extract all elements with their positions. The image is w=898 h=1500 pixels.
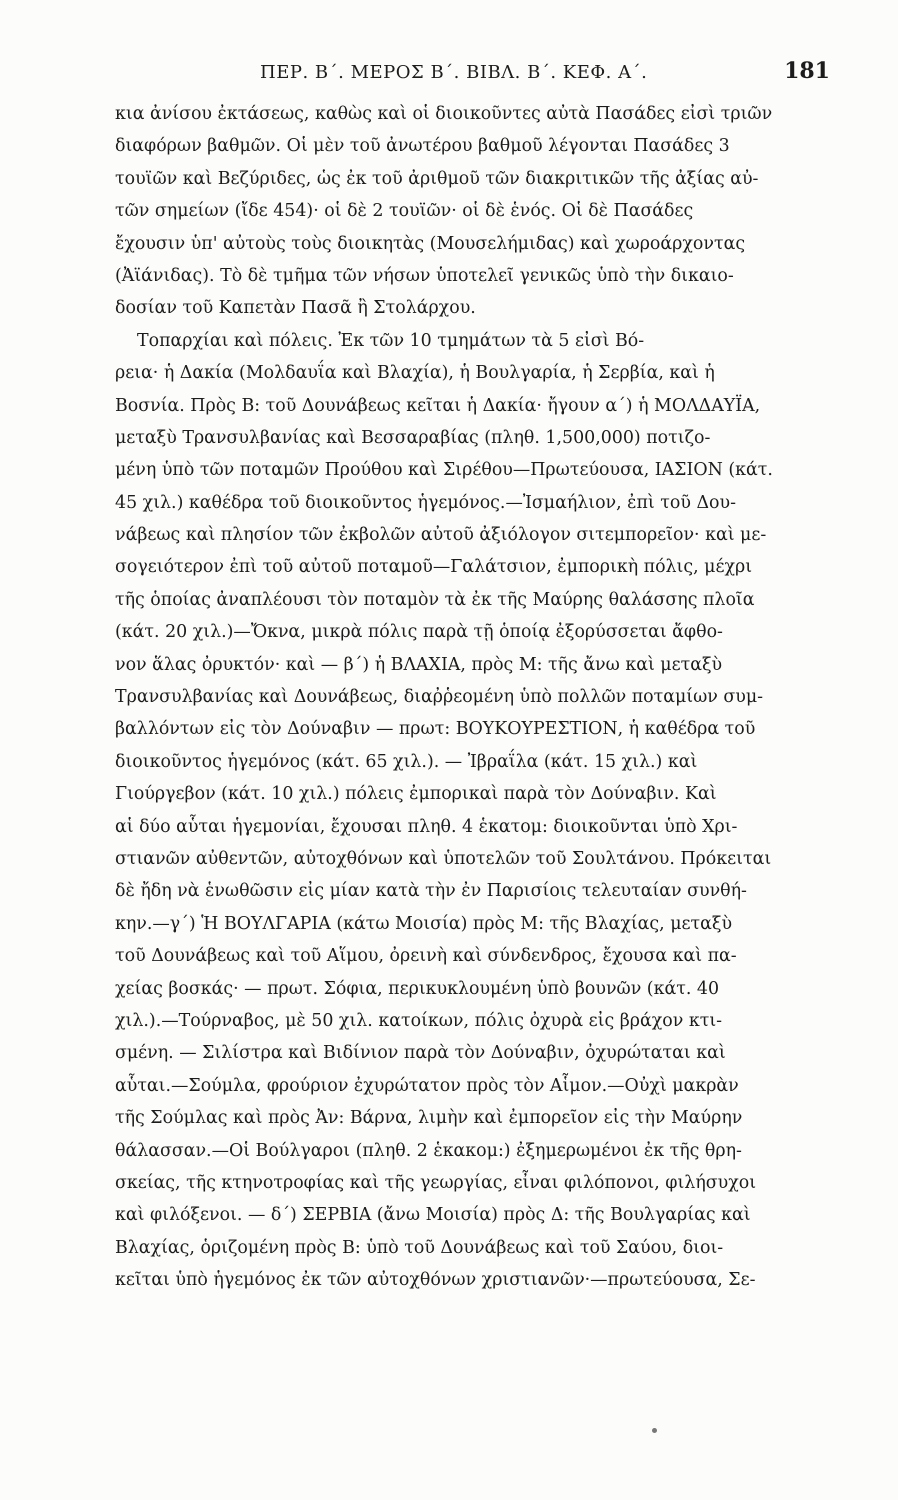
text-line: νον ἅλας ὀρυκτόν· καὶ — β΄) ἡ ΒΛΑΧΙΑ, πρὸς Μ: τῆς ἄνω καὶ μεταξὺ [115, 654, 723, 675]
text-line: τουϊῶν καὶ Βεζύριδες, ὡς ἐκ τοῦ ἀριθμοῦ τῶν διακριτικῶν τῆς ἀξίας αὐ- [115, 168, 759, 189]
text-line: χείας βοσκάς· — πρωτ. Σόφια, περικυκλουμένη ὑπὸ βουνῶν (κάτ. 40 [115, 978, 720, 999]
text-line: σμένη. — Σιλίστρα καὶ Βιδίνιον παρὰ τὸν Δούναβιν, ὀχυρώταται καὶ [115, 1043, 726, 1064]
text-line: κην.—γ΄) Ἡ ΒΟΥΛΓΑΡΙΑ (κάτω Μοισία) πρὸς Μ: τῆς Βλαχίας, μεταξὺ [115, 913, 733, 934]
text-line: Τρανσυλβανίας καὶ Δουνάβεως, διαῤῥεομένη ὑπὸ πολλῶν ποταμίων συμ- [115, 687, 764, 708]
text-line: δὲ ἤδη νὰ ἑνωθῶσιν εἰς μίαν κατὰ τὴν ἐν Παρισίοις τελευταίαν συνθή- [115, 881, 747, 902]
page-header [120, 58, 830, 92]
text-line: τῆς ὁποίας ἀναπλέουσι τὸν ποταμὸν τὰ ἐκ τῆς Μαύρης θαλάσσης πλοῖα [115, 589, 755, 610]
text-line: σκείας, τῆς κτηνοτροφίας καὶ τῆς γεωργίας, εἶναι φιλόπονοι, φιλήσυχοι [115, 1172, 757, 1193]
page-number: 181 [784, 58, 830, 84]
text-line: νάβεως καὶ πλησίον τῶν ἐκβολῶν αὐτοῦ ἀξιόλογον σιτεμπορεῖον· καὶ με- [115, 525, 767, 546]
text-line: Γιούργεβον (κάτ. 10 χιλ.) πόλεις ἐμπορικαὶ παρὰ τὸν Δούναβιν. Καὶ [115, 784, 717, 805]
text-line: τοῦ Δουνάβεως καὶ τοῦ Αἵμου, ὀρεινὴ καὶ σύνδενδρος, ἔχουσα καὶ πα- [115, 946, 737, 967]
text-line: καὶ φιλόξενοι. — δ΄) ΣΕΡΒΙΑ (ἄνω Μοισία) πρὸς Δ: τῆς Βουλγαρίας καὶ [115, 1205, 751, 1226]
text-line: μεταξὺ Τρανσυλβανίας καὶ Βεσσαραβίας (πληθ. 1,500,000) ποτιζο- [115, 427, 711, 448]
text-line: μένη ὑπὸ τῶν ποταμῶν Προύθου καὶ Σιρέθου—Πρωτεύουσα, ΙΑΣΙΟΝ (κάτ. [115, 460, 773, 481]
text-line: Τοπαρχίαι καὶ πόλεις. Ἐκ τῶν 10 τμημάτων τὰ 5 εἰσὶ Βό- [137, 330, 645, 351]
text-line: (κάτ. 20 χιλ.)—Ὄκνα, μικρὰ πόλις παρὰ τῇ ὁποίᾳ ἐξορύσσεται ἄφθο- [115, 622, 723, 643]
text-line: αἱ δύο αὗται ἡγεμονίαι, ἔχουσαι πληθ. 4 ἑκατομ: διοικοῦνται ὑπὸ Χρι- [115, 816, 738, 837]
text-line: Βοσνία. Πρὸς Β: τοῦ Δουνάβεως κεῖται ἡ Δακία· ἤγουν α΄) ἡ ΜΟΛΔΑΥΪΑ, [115, 395, 761, 416]
text-line: ρεια· ἡ Δακία (Μολδαυΐα καὶ Βλαχία), ἡ Βουλγαρία, ἡ Σερβία, καὶ ἡ [115, 363, 715, 384]
text-line: διαφόρων βαθμῶν. Οἱ μὲν τοῦ ἀνωτέρου βαθμοῦ λέγονται Πασάδες 3 [115, 136, 730, 157]
text-line: (Ἀϊάνιδας). Τὸ δὲ τμῆμα τῶν νήσων ὑποτελεῖ γενικῶς ὑπὸ τὴν δικαιο- [115, 265, 734, 286]
text-line: στιανῶν αὐθεντῶν, αὐτοχθόνων καὶ ὑποτελῶν τοῦ Σουλτάνου. Πρόκειται [115, 848, 772, 869]
text-line: κεῖται ὑπὸ ἡγεμόνος ἐκ τῶν αὐτοχθόνων χριστιανῶν·—πρωτεύουσα, Σε- [115, 1270, 756, 1291]
text-line: βαλλόντων εἰς τὸν Δούναβιν — πρωτ: ΒΟΥΚΟΥΡΕΣΤΙΟΝ, ἡ καθέδρα τοῦ [115, 719, 756, 740]
text-line: δοσίαν τοῦ Καπετὰν Πασᾶ ἢ Στολάρχου. [115, 298, 476, 319]
text-line: θάλασσαν.—Οἱ Βούλγαροι (πληθ. 2 ἑκακομ:) ἐξημερωμένοι ἐκ τῆς θρη- [115, 1140, 742, 1161]
text-line: τῶν σημείων (ἴδε 454)· οἱ δὲ 2 τουϊῶν· οἱ δὲ ἑνός. Οἱ δὲ Πασάδες [115, 201, 694, 222]
body-text [115, 98, 835, 1296]
text-line: ἔχουσιν ὑπ' αὐτοὺς τοὺς διοικητὰς (Μουσελήμιδας) καὶ χωροάρχοντας [115, 233, 746, 254]
text-line: αὗται.—Σούμλα, φρούριον ἐχυρώτατον πρὸς τὸν Αἷμον.—Οὐχὶ μακρὰν [115, 1075, 739, 1096]
text-line: 45 χιλ.) καθέδρα τοῦ διοικοῦντος ἡγεμόνος.—Ἰσμαήλιον, ἐπὶ τοῦ Δου- [115, 492, 736, 513]
text-line: κια ἀνίσου ἐκτάσεως, καθὼς καὶ οἱ διοικοῦντες αὐτὰ Πασάδες εἰσὶ τριῶν [115, 104, 773, 124]
text-line: διοικοῦντος ἡγεμόνος (κάτ. 65 χιλ.). — Ἰβραΐλα (κάτ. 15 χιλ.) καὶ [115, 751, 698, 772]
text-line: Βλαχίας, ὁριζομένη πρὸς Β: ὑπὸ τοῦ Δουνάβεως καὶ τοῦ Σαύου, διοι- [115, 1237, 724, 1258]
text-line: χιλ.).—Τούρναβος, μὲ 50 χιλ. κατοίκων, πόλις ὀχυρὰ εἰς βράχον κτι- [115, 1010, 723, 1031]
text-line: σογειότερον ἐπὶ τοῦ αὐτοῦ ποταμοῦ—Γαλάτσιον, ἐμπορικὴ πόλις, μέχρι [115, 557, 753, 578]
text-line: τῆς Σούμλας καὶ πρὸς Ἀν: Βάρνα, λιμὴν καὶ ἐμπορεῖον εἰς τὴν Μαύρην [115, 1108, 743, 1129]
ink-speck [652, 1428, 657, 1433]
running-head: ΠΕΡ. Β΄. ΜΕΡΟΣ Β΄. ΒΙΒΛ. Β΄. ΚΕΦ. Α΄. [260, 62, 648, 83]
